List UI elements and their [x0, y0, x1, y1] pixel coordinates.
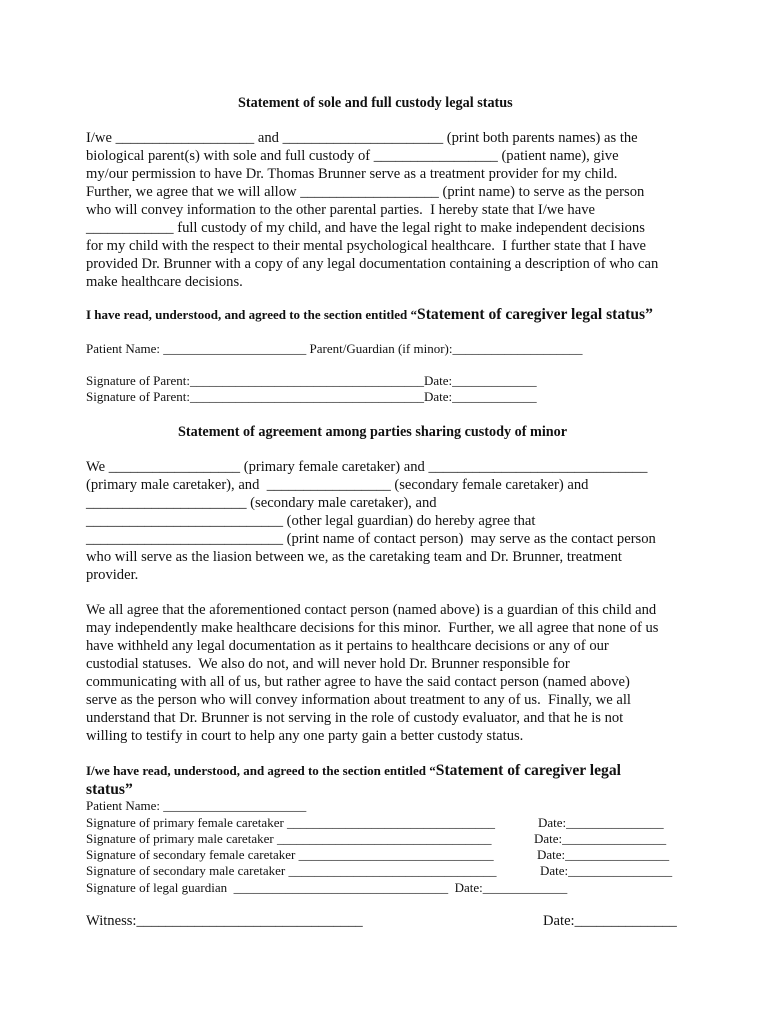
- section1-line: who will convey information to the other parental parties. I hereby state that I/we have: [86, 202, 595, 218]
- date-secondary-male: Date:________________: [540, 863, 673, 878]
- section1-line: provided Dr. Brunner with a copy of any legal documentation containing a description of who can: [86, 256, 659, 272]
- section1-signature-line: Signature of Parent:____________________________________Date:_____________: [86, 373, 537, 388]
- section2-line: ______________________ (secondary male caretaker), and: [86, 495, 437, 511]
- signature-secondary-male: Signature of secondary male caretaker ________________________________: [86, 863, 497, 878]
- date-primary-female: Date:_______________: [538, 815, 664, 830]
- signature-primary-male: Signature of primary male caretaker _________________________________: [86, 831, 492, 846]
- witness-date: Date:______________: [543, 913, 677, 929]
- signature-primary-female: Signature of primary female caretaker ________________________________: [86, 815, 496, 830]
- date-primary-male: Date:________________: [534, 831, 667, 846]
- acknowledgement-prefix: I have read, understood, and agreed to the section entitled “: [86, 307, 418, 322]
- section1-line: I/we ___________________ and ______________________ (print both parents names) as the: [86, 130, 638, 146]
- section2-paragraph-line: serve as the person who will convey information about treatment to any of us. Finally, we all: [86, 692, 631, 708]
- section1-patient-line: Patient Name: ______________________ Parent/Guardian (if minor):____________________: [86, 341, 583, 356]
- section1-acknowledgement: [86, 307, 653, 323]
- section2-paragraph-line: understand that Dr. Brunner is not serving in the role of custody evaluator, and that he is not: [86, 710, 624, 726]
- section2-paragraph-line: willing to testify in court to help any one party gain a better custody status.: [86, 728, 524, 744]
- date-secondary-female: Date:________________: [537, 847, 670, 862]
- acknowledgement-title: Statement of caregiver legal: [435, 762, 621, 779]
- acknowledgement-prefix: I/we have read, understood, and agreed to the section entitled “: [86, 763, 436, 778]
- section2-line: ___________________________ (print name of contact person) may serve as the contact person: [86, 531, 656, 547]
- section2-paragraph-line: custodial statuses. We also do not, and will never hold Dr. Brunner responsible for: [86, 656, 570, 672]
- section2-line: who will serve as the liasion between we, as the caretaking team and Dr. Brunner, treatment: [86, 549, 622, 565]
- section2-line: We __________________ (primary female caretaker) and ______________________________: [86, 459, 648, 475]
- witness-line: Witness:_______________________________: [86, 913, 363, 929]
- signature-secondary-female: Signature of secondary female caretaker ______________________________: [86, 847, 494, 862]
- section1-line: for my child with the respect to their mental psychological healthcare. I further state that I have: [86, 238, 647, 254]
- section1-signature-line: Signature of Parent:____________________________________Date:_____________: [86, 389, 537, 404]
- section2-paragraph-line: have withheld any legal documentation as it pertains to healthcare decisions or any of our: [86, 638, 609, 654]
- section2-patient-line: Patient Name: ______________________: [86, 798, 307, 813]
- acknowledgement-title: Statement of caregiver legal status”: [417, 306, 653, 323]
- section2-title: Statement of agreement among parties sharing custody of minor: [178, 424, 568, 440]
- section2-line: ___________________________ (other legal guardian) do hereby agree that: [86, 513, 536, 529]
- section1-line: ____________ full custody of my child, and have the legal right to make independent decisions: [86, 220, 645, 236]
- section2-acknowledgement-cont: status”: [86, 781, 133, 798]
- section2-paragraph-line: may independently make healthcare decisions for this minor. Further, we all agree that none of us: [86, 620, 659, 636]
- section2-paragraph-line: communicating with all of us, but rather agree to have the said contact person (named above): [86, 674, 630, 690]
- section2-acknowledgement: [86, 763, 621, 779]
- section1-line: my/our permission to have Dr. Thomas Brunner serve as a treatment provider for my child.: [86, 166, 618, 182]
- section1-line: make healthcare decisions.: [86, 274, 243, 290]
- section2-paragraph-line: We all agree that the aforementioned contact person (named above) is a guardian of this child and: [86, 602, 657, 618]
- signature-legal-guardian: Signature of legal guardian _________________________________ Date:_____________: [86, 880, 568, 895]
- section1-title: Statement of sole and full custody legal status: [238, 95, 513, 111]
- section1-line: biological parent(s) with sole and full custody of _________________ (patient name), give: [86, 148, 619, 164]
- section2-line: provider.: [86, 567, 139, 583]
- section2-line: (primary male caretaker), and _________________ (secondary female caretaker) and: [86, 477, 589, 493]
- section1-line: Further, we agree that we will allow ___________________ (print name) to serve as the person: [86, 184, 645, 200]
